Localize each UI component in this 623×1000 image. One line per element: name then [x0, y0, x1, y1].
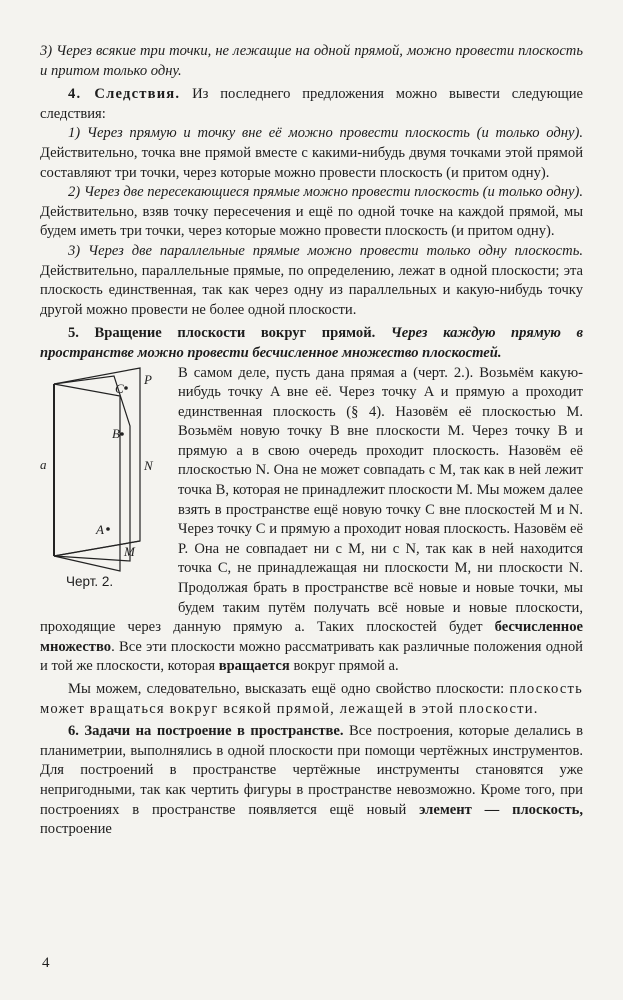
section-5 — [40, 324, 583, 677]
page-body — [40, 42, 583, 840]
label-B: B — [112, 425, 120, 441]
section-4-title: 4. Следствия. — [68, 86, 181, 103]
paragraph-statement-3: 3) Через всякие три точки, не лежащие на одной прямой, можно провести плоскость и притом только одну. — [40, 43, 583, 79]
section-4: 4. Следствия. Из последнего предложения можно вывести следующие следствия: — [40, 86, 583, 122]
corollary-2: 2) Через две пересекающиеся прямые можно провести плоскость (и только одну). Действительно, взяв точку пересечения и ещё по одной точке на каждой прямой, мы будем иметь три точки, через которые можно провести плоскость (и притом одну). — [40, 184, 583, 240]
label-M: M — [124, 543, 135, 559]
figure-2 — [40, 366, 164, 598]
section-5-body: В самом деле, пусть дана прямая a (черт. 2.). Возьмём какую-нибудь точку A вне её. Через точку A и прямую a проходит единственная плоскость (§ 4). Назовём её плоскостью M. Возьмём новую точку B вне плоскости M. Через точку B и прямую a в свою очередь проходит плоскость. Назовём её плоскостью N. Она не может совпадать с M, так как в ней лежит точка B, которая не принадлежит плоскости M. Мы можем далее взять в пространстве ещё новую точку C вне плоскостей M и N. Через точку C и прямую a проходит новая плоскость. Назовём её P. Она не совпадает ни с M, ни с N, так как в ней находится точка C, не принадлежащая ни плоскости M, ни плоскости N. Продолжая брать в пространстве всё новые и новые точки, мы будем таким путём получать всё новые и новые плоскости, проходящие через данную прямую a. Таких плоскостей будет бесчисленное множество. Все эти плоскости можно рассматривать как различные положения одной и той же плоскости, которая вращается вокруг прямой a. — [40, 364, 583, 675]
planes-diagram — [40, 366, 164, 598]
label-C: C — [115, 380, 124, 396]
label-a: a — [40, 456, 47, 472]
label-N: N — [144, 457, 153, 473]
section-6: 6. Задачи на построение в пространстве. Все построения, которые делались в планиметрии, выполнялись в одной плоскости при помощи чертёжных инструментов. Для построений в пространстве чертёжные инструменты становятся уже непригодными, так как чертить фигуры в пространстве невозможно. Кроме того, при построениях в пространстве появляется ещё новый элемент — плоскость, построение — [40, 723, 584, 838]
corollary-1: 1) Через прямую и точку вне её можно провести плоскость (и только одну). Действительно, точка вне прямой вместе с какими-нибудь двумя точками этой прямой составляют три точки, через которые можно провести плоскость (и притом одну). — [40, 125, 583, 181]
corollary-3: 3) Через две параллельные прямые можно провести только одну плоскость. Действительно, параллельные прямые, по определению, лежат в одной плоскости; эта плоскость единственная, так как через одну из параллельных и какую-нибудь точку другой можно провести не более одной плоскости. — [40, 242, 583, 318]
page-number: 4 — [42, 955, 50, 971]
section-5-theorem: Через каждую прямую в пространстве можно провести бесчисленное множество плоскостей. — [40, 325, 583, 361]
label-P: P — [144, 371, 152, 387]
section-5-title: 5. Вращение плоскости вокруг прямой. — [68, 325, 376, 342]
label-A: A — [96, 521, 104, 537]
figure-caption: Черт. 2. — [66, 573, 114, 589]
section-6-title: 6. Задачи на построение в пространстве. — [68, 723, 344, 740]
rotation-property: Мы можем, следовательно, высказать ещё одно свойство плоскости: плоскость может вращаться вокруг всякой прямой, лежащей в этой плоскости. — [40, 681, 583, 717]
